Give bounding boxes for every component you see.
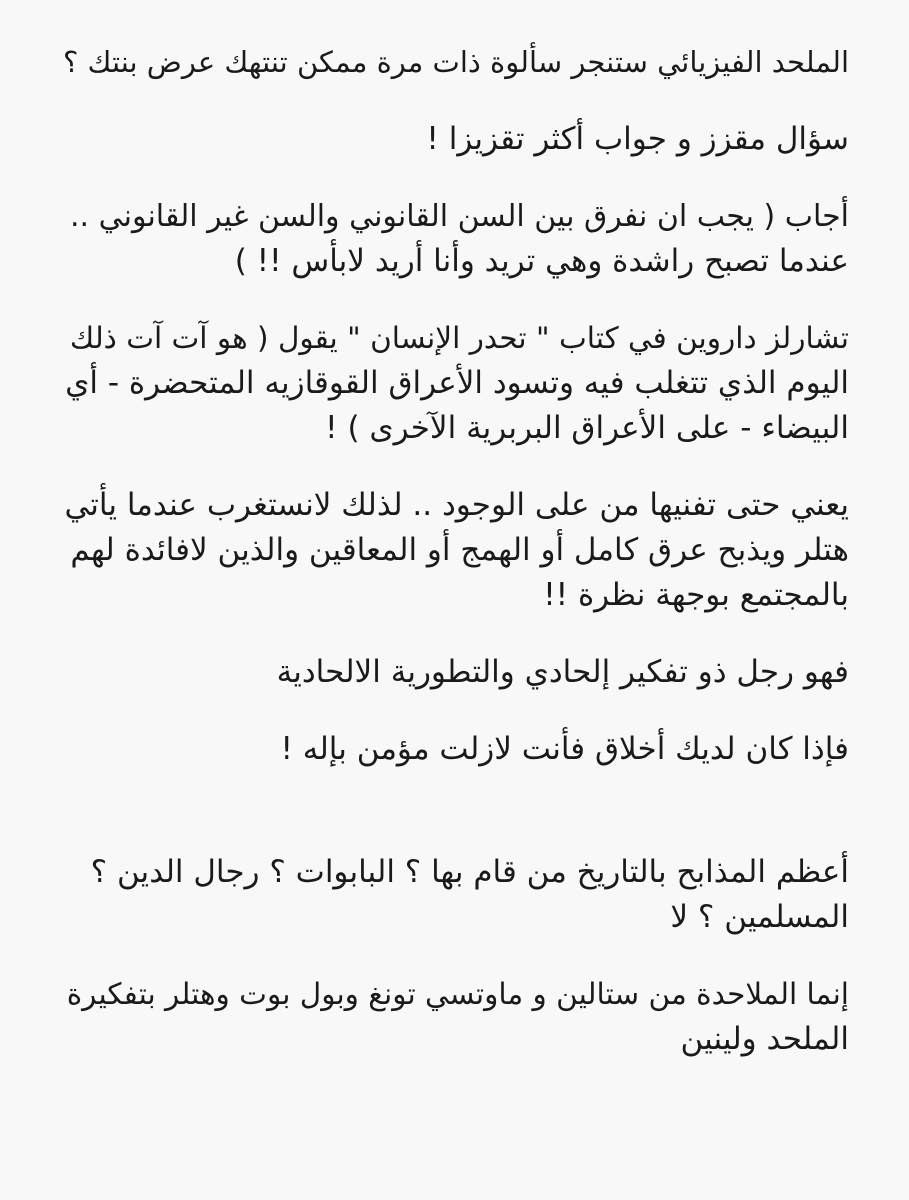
text-line: إنما الملاحدة من ستالين و ماوتسي تونغ وبول بوت وهتلر بتفكيرة — [66, 977, 849, 1011]
text-line: الملحد ولينين — [680, 1021, 849, 1057]
paragraph-spacer — [60, 162, 849, 194]
text-line: سؤال مقزز و جواب أكثر تقزيزا ! — [426, 121, 849, 157]
text-line: أعظم المذابح بالتاريخ من قام بها ؟ البابوات ؟ رجال الدين ؟ — [90, 854, 849, 890]
text-line: الملحد الفيزيائي ستنجر سألوة ذات مرة ممكن تنتهك عرض بنتك ؟ — [62, 45, 849, 79]
text-line: اليوم الذي تتغلب فيه وتسود الأعراق القوقازيه المتحضرة - أي — [65, 365, 849, 401]
paragraph-spacer — [60, 85, 849, 117]
paragraph-9 — [60, 972, 849, 1062]
paragraph-6 — [60, 650, 849, 695]
paragraph-1 — [60, 40, 849, 85]
text-line: فإذا كان لديك أخلاق فأنت لازلت مؤمن بإله ! — [280, 731, 849, 767]
paragraph-spacer — [60, 695, 849, 727]
text-line: البيضاء - على الأعراق البربرية الآخرى ) ! — [325, 410, 849, 446]
paragraph-2 — [60, 117, 849, 162]
text-line: يعني حتى تفنيها من على الوجود .. لذلك لانستغرب عندما يأتي — [64, 487, 849, 523]
text-line: أجاب ( يجب ان نفرق بين السن القانوني والسن غير القانوني .. — [70, 199, 849, 234]
text-line: تشارلز داروين في كتاب " تحدر الإنسان " يقول ( هو آت آت ذلك — [69, 321, 849, 355]
text-line: فهو رجل ذو تفكير إلحادي والتطورية الالحادية — [276, 654, 849, 690]
paragraph-4 — [60, 316, 849, 451]
paragraph-spacer — [60, 772, 849, 850]
paragraph-3 — [60, 194, 849, 284]
paragraph-spacer — [60, 451, 849, 483]
paragraph-spacer — [60, 284, 849, 316]
paragraph-8 — [60, 850, 849, 940]
text-line: المسلمين ؟ لا — [670, 899, 849, 935]
text-line: هتلر ويذبح عرق كامل أو الهمج أو المعاقين والذين لافائدة لهم — [70, 532, 849, 568]
paragraph-spacer — [60, 618, 849, 650]
paragraph-5 — [60, 483, 849, 618]
text-line: عندما تصبح راشدة وهي تريد وأنا أريد لابأس !! ) — [234, 243, 849, 279]
paragraph-spacer — [60, 940, 849, 972]
text-line: بالمجتمع بوجهة نظرة !! — [543, 577, 849, 613]
paragraph-7 — [60, 727, 849, 772]
